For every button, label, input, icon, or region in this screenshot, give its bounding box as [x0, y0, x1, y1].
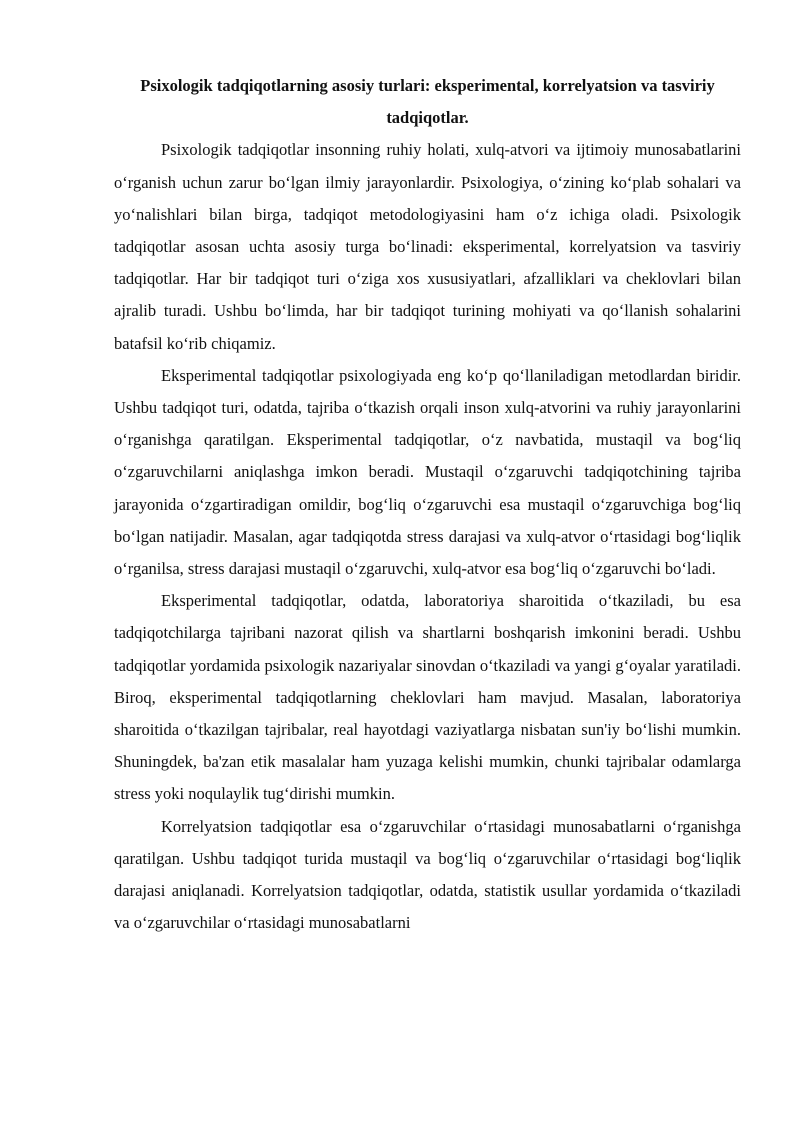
document-page	[114, 70, 741, 939]
paragraph-experimental: Eksperimental tadqiqotlar psixologiyada eng ko‘p qo‘llaniladigan metodlardan biridir. Ushbu tadqiqot turi, odatda, tajriba o‘tkazish orqali inson xulq-atvorini va ruhiy jarayonlarini o‘rganishga qaratilgan. Eksperimental tadqiqotlar, o‘z navbatida, mustaqil va bog‘liq o‘zgaruvchilarni aniqlashga imkon beradi. Mustaqil o‘zgaruvchi tadqiqotchining tajriba jarayonida o‘zgartiradigan omildir, bog‘liq o‘zgaruvchi esa mustaqil o‘zgaruvchiga bog‘liq bo‘lgan natijadir. Masalan, agar tadqiqotda stress darajasi va xulq-atvor o‘rtasidagi bog‘liqlik o‘rganilsa, stress darajasi mustaqil o‘zgaruvchi, xulq-atvor esa bog‘liq o‘zgaruvchi bo‘ladi.	[114, 365, 741, 579]
paragraph-intro: Psixologik tadqiqotlar insonning ruhiy holati, xulq-atvori va ijtimoiy munosabatlarini o‘rganish uchun zarur bo‘lgan ilmiy jarayonlardir. Psixologiya, o‘zining ko‘plab sohalari va yo‘nalishlari bilan birga, tadqiqot metodologiyasini ham o‘z ichiga oladi. Psixologik tadqiqotlar asosan uchta asosiy turga bo‘linadi: eksperimental, korrelyatsion va tasviriy tadqiqotlar. Har bir tadqiqot turi o‘ziga xos xususiyatlari, afzalliklari va cheklovlari bilan ajralib turadi. Ushbu bo‘limda, har bir tadqiqot turining mohiyati va qo‘llanish sohalarini batafsil ko‘rib chiqamiz.	[114, 140, 741, 353]
paragraph-experimental-lab: Eksperimental tadqiqotlar, odatda, laboratoriya sharoitida o‘tkaziladi, bu esa tadqiqotchilarga tajribani nazorat qilish va shartlarni boshqarish imkonini beradi. Ushbu tadqiqotlar yordamida psixologik nazariyalar sinovdan o‘tkaziladi va yangi g‘oyalar yaratiladi. Biroq, eksperimental tadqiqotlarning cheklovlari ham mavjud. Masalan, laboratoriya sharoitida o‘tkazilgan tajribalar, real hayotdagi vaziyatlarga nisbatan sun'iy bo‘lishi mumkin. Shuningdek, ba'zan etik masalalar ham yuzaga kelishi mumkin, chunki tajribalar odamlarga stress yoki noqulaylik tug‘dirishi mumkin.	[114, 591, 741, 804]
paragraph-correlational: Korrelyatsion tadqiqotlar esa o‘zgaruvchilar o‘rtasidagi munosabatlarni o‘rganishga qaratilgan. Ushbu tadqiqot turida mustaqil va bog‘liq o‘zgaruvchilar o‘rtasidagi bog‘liqlik darajasi aniqlanadi. Korrelyatsion tadqiqotlar, odatda, statistik usullar yordamida o‘tkaziladi va o‘zgaruvchilar o‘rtasidagi munosabatlarni	[114, 816, 741, 933]
document-title: Psixologik tadqiqotlarning asosiy turlari: eksperimental, korrelyatsion va tasviriy tadqiqotlar.	[140, 76, 715, 128]
